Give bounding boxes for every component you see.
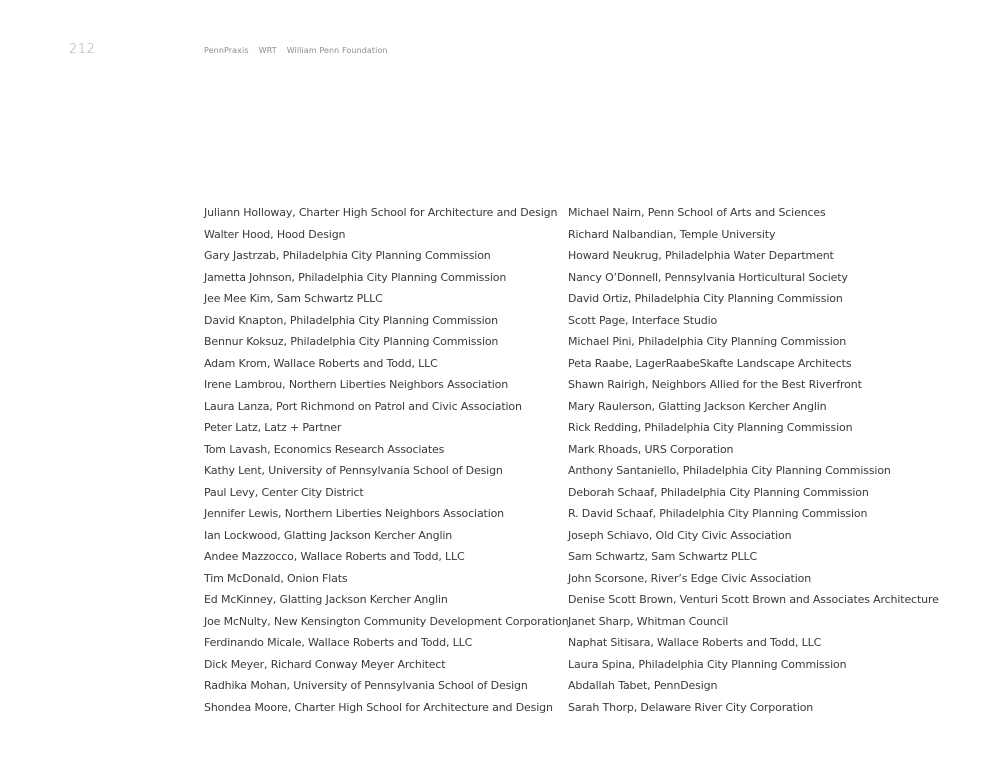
participant-entry: R. David Schaaf, Philadelphia City Planning Commission bbox=[568, 507, 868, 520]
participant-entry: Michael Nairn, Penn School of Arts and Sciences bbox=[568, 206, 826, 219]
participant-entry: Denise Scott Brown, Venturi Scott Brown and Associates Architecture bbox=[568, 593, 939, 606]
participant-entry: Walter Hood, Hood Design bbox=[204, 227, 346, 241]
participant-column-right bbox=[568, 202, 939, 718]
participant-entry: Mary Raulerson, Glatting Jackson Kercher Anglin bbox=[568, 399, 827, 413]
participant-entry: Anthony Santaniello, Philadelphia City Planning Commission bbox=[568, 464, 891, 477]
participant-entry: Jee Mee Kim, Sam Schwartz PLLC bbox=[204, 292, 383, 305]
participant-entry: Joe McNulty, New Kensington Community Development Corporation bbox=[204, 614, 569, 628]
participant-entry: Mark Rhoads, URS Corporation bbox=[568, 442, 734, 456]
participant-entry: Naphat Sitisara, Wallace Roberts and Todd, LLC bbox=[568, 636, 822, 649]
participant-entry: Radhika Mohan, University of Pennsylvania School of Design bbox=[204, 679, 528, 692]
participant-entry: Sarah Thorp, Delaware River City Corporation bbox=[568, 700, 814, 714]
header-item-william-penn-foundation: William Penn Foundation bbox=[286, 46, 388, 55]
participant-entry: Abdallah Tabet, PennDesign bbox=[568, 679, 718, 692]
participant-entry: Kathy Lent, University of Pennsylvania School of Design bbox=[204, 464, 503, 477]
participant-entry: Laura Spina, Philadelphia City Planning Commission bbox=[568, 657, 847, 671]
participant-entry: Jennifer Lewis, Northern Liberties Neighbors Association bbox=[204, 507, 505, 520]
header-item-pennpraxis: PennPraxis bbox=[204, 46, 249, 55]
participant-entry: Scott Page, Interface Studio bbox=[568, 313, 718, 327]
participant-entry: Bennur Koksuz, Philadelphia City Planning Commission bbox=[204, 335, 499, 348]
participant-entry: Adam Krom, Wallace Roberts and Todd, LLC bbox=[204, 356, 438, 370]
participant-entry: Howard Neukrug, Philadelphia Water Department bbox=[568, 249, 834, 262]
participant-entry: Michael Pini, Philadelphia City Planning Commission bbox=[568, 335, 847, 348]
participant-entry: Laura Lanza, Port Richmond on Patrol and Civic Association bbox=[204, 399, 522, 413]
participant-entry: Peter Latz, Latz + Partner bbox=[204, 421, 342, 434]
participant-entry: Sam Schwartz, Sam Schwartz PLLC bbox=[568, 550, 757, 563]
participant-entry: Tim McDonald, Onion Flats bbox=[204, 571, 348, 585]
participant-entry: Dick Meyer, Richard Conway Meyer Architect bbox=[204, 657, 446, 671]
participant-entry: David Ortiz, Philadelphia City Planning Commission bbox=[568, 292, 843, 305]
participant-list bbox=[204, 202, 939, 718]
participant-entry: David Knapton, Philadelphia City Planning Commission bbox=[204, 313, 498, 327]
participant-entry: Deborah Schaaf, Philadelphia City Planning Commission bbox=[568, 485, 869, 499]
participant-entry: Ferdinando Micale, Wallace Roberts and Todd, LLC bbox=[204, 636, 473, 649]
participant-entry: Nancy O’Donnell, Pennsylvania Horticultural Society bbox=[568, 270, 848, 284]
participant-entry: John Scorsone, River’s Edge Civic Association bbox=[568, 571, 812, 585]
participant-entry: Janet Sharp, Whitman Council bbox=[568, 614, 729, 628]
participant-entry: Rick Redding, Philadelphia City Planning Commission bbox=[568, 421, 853, 434]
participant-entry: Richard Nalbandian, Temple University bbox=[568, 227, 776, 241]
participant-column-left bbox=[204, 202, 568, 718]
header-item-wrt: WRT bbox=[258, 46, 277, 55]
participant-entry: Andee Mazzocco, Wallace Roberts and Todd, LLC bbox=[204, 550, 465, 563]
participant-entry: Shawn Rairigh, Neighbors Allied for the Best Riverfront bbox=[568, 378, 862, 391]
participant-entry: Juliann Holloway, Charter High School for Architecture and Design bbox=[204, 206, 558, 219]
running-header bbox=[204, 46, 388, 55]
participant-entry: Gary Jastrzab, Philadelphia City Planning Commission bbox=[204, 249, 491, 262]
participant-entry: Peta Raabe, LagerRaabeSkafte Landscape Architects bbox=[568, 356, 852, 370]
participant-entry: Ed McKinney, Glatting Jackson Kercher Anglin bbox=[204, 593, 448, 606]
participant-entry: Shondea Moore, Charter High School for Architecture and Design bbox=[204, 700, 553, 714]
page-number: 212 bbox=[69, 42, 96, 57]
participant-entry: Paul Levy, Center City District bbox=[204, 485, 364, 499]
participant-entry: Irene Lambrou, Northern Liberties Neighbors Association bbox=[204, 378, 509, 391]
participant-entry: Joseph Schiavo, Old City Civic Association bbox=[568, 528, 792, 542]
participant-entry: Tom Lavash, Economics Research Associates bbox=[204, 442, 445, 456]
participant-entry: Jametta Johnson, Philadelphia City Planning Commission bbox=[204, 270, 507, 284]
participant-entry: Ian Lockwood, Glatting Jackson Kercher Anglin bbox=[204, 528, 453, 542]
